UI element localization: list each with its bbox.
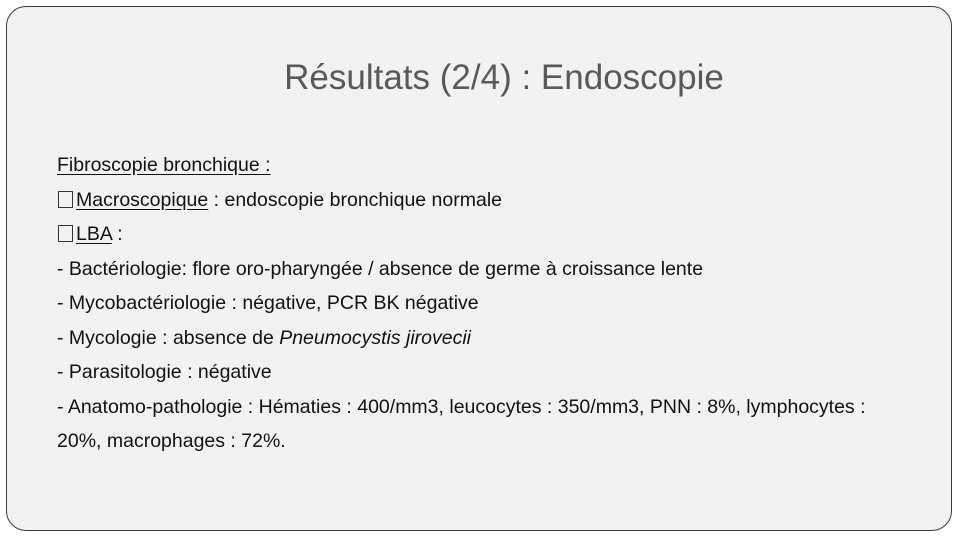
bullet-text: : endoscopie bronchique normale [208,188,503,211]
bullet-lba [57,217,877,252]
bullet-macroscopique [57,183,877,218]
result-parasitologie: - Parasitologie : négative [57,361,272,383]
bullet-label: LBA [76,223,112,245]
slide-title: Résultats (2/4) : Endoscopie [284,58,724,97]
slide-body [57,148,877,458]
result-mycologie [57,321,877,356]
mycologie-prefix: - Mycologie : absence de [57,326,280,349]
bullet-label: Macroscopique [76,188,209,211]
result-bacteriologie: - Bactériologie: flore oro-pharyngée / absence de germe à croissance lente [57,257,704,280]
checkbox-icon [58,225,73,242]
section-heading-text: Fibroscopie bronchique : [57,154,271,176]
bullet-text: : [111,223,123,245]
result-mycobacteriologie: - Mycobactériologie : négative, PCR BK négative [57,292,479,314]
result-anatomo-pathologie: - Anatomo-pathologie : Hématies : 400/mm3, leucocytes : 350/mm3, PNN : 8%, lymphocytes : 20%, macrophages : 72%. [57,395,866,452]
mycologie-organism: Pneumocystis jirovecii [279,326,472,349]
section-heading [57,148,877,183]
checkbox-icon [58,191,73,208]
